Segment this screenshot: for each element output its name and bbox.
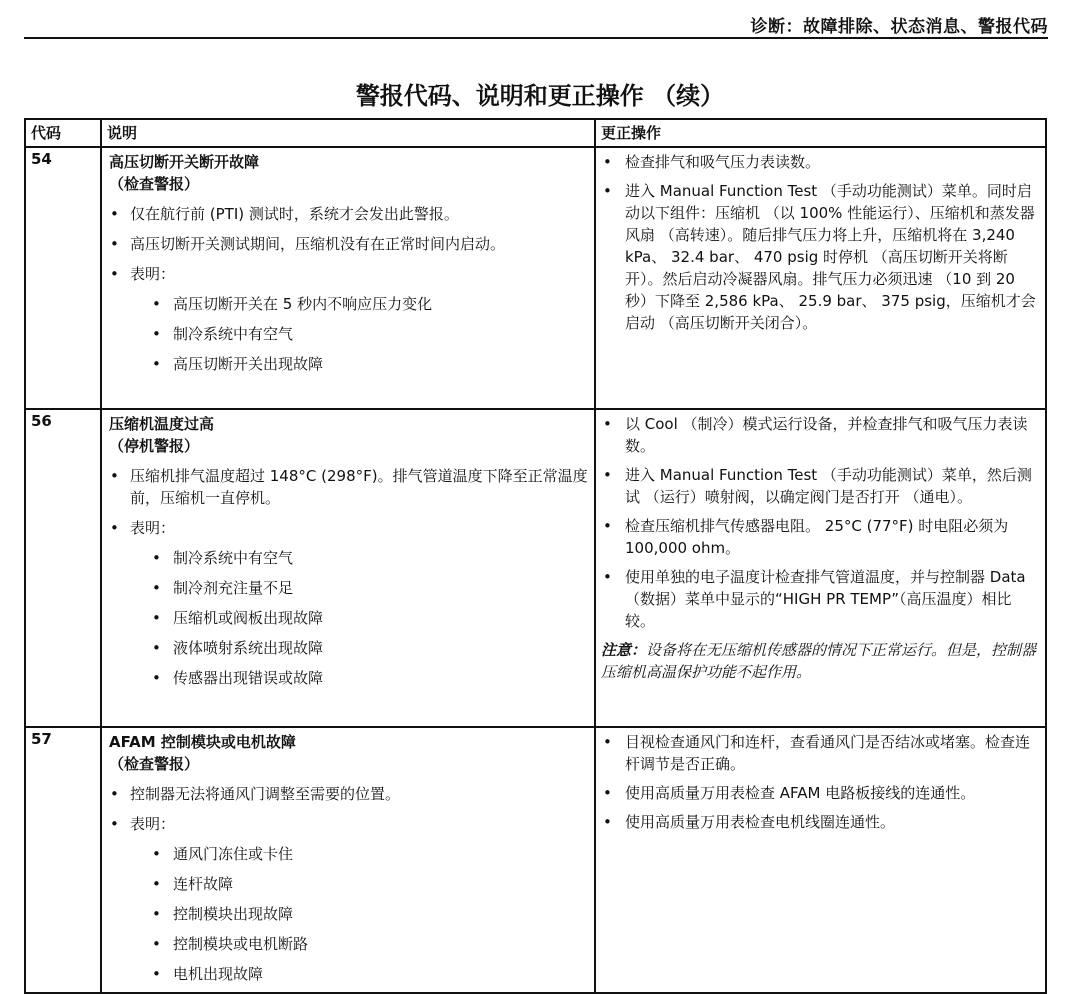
alarm-type: （检查警报） [109,175,200,193]
header-rule [24,37,1048,39]
alarm-title: 高压切断开关断开故障 [109,153,260,171]
list-item: • 以 Cool （制冷）模式运行设备，并检查排气和吸气压力表读数。 [601,413,1039,457]
list-item: • 通风门冻住或卡住 [130,843,588,865]
list-item: • 连杆故障 [130,873,588,895]
alarm-code-table [24,118,1047,994]
column-header-description: 说明 [101,119,595,147]
list-item: • 制冷系统中有空气 [130,323,588,345]
cause-list [130,843,588,985]
list-item: • 控制模块出现故障 [130,903,588,925]
list-item [109,517,588,689]
list-item: • 使用高质量万用表检查电机线圈连通性。 [601,811,1039,833]
list-item: • 制冷系统中有空气 [130,547,588,569]
action-list [601,151,1039,334]
list-item [109,813,588,985]
list-item: • 高压切断开关测试期间，压缩机没有在正常时间内启动。 [109,233,588,255]
cause-list [130,293,588,375]
corrective-actions [595,727,1046,993]
list-item: • 使用高质量万用表检查 AFAM 电路板接线的连通性。 [601,782,1039,804]
list-item: • 液体喷射系统出现故障 [130,637,588,659]
indicates-label: 表明： [130,519,176,537]
alarm-description [101,409,595,727]
list-item: • 进入 Manual Function Test （手动功能测试）菜单，然后测试 （运行）喷射阀，以确定阀门是否打开 （通电）。 [601,464,1039,508]
list-item: • 高压切断开关出现故障 [130,353,588,375]
list-item: • 高压切断开关在 5 秒内不响应压力变化 [130,293,588,315]
alarm-code: 57 [25,727,101,993]
list-item: • 控制模块或电机断路 [130,933,588,955]
running-header: 诊断：故障排除、状态消息、警报代码 [750,17,1048,37]
description-list [109,465,588,689]
table-row-alarm-57 [25,727,1046,993]
corrective-actions [595,147,1046,409]
alarm-title: 压缩机温度过高 [109,415,215,433]
alarm-code: 54 [25,147,101,409]
list-item: • 压缩机排气温度超过 148°C (298°F)。排气管道温度下降至正常温度前，压缩机一直停机。 [109,465,588,509]
column-header-code: 代码 [25,119,101,147]
action-list [601,731,1039,833]
list-item: • 电机出现故障 [130,963,588,985]
cause-list [130,547,588,689]
list-item: • 仅在航行前 (PTI) 测试时，系统才会发出此警报。 [109,203,588,225]
note [601,639,1039,683]
list-item: • 控制器无法将通风门调整至需要的位置。 [109,783,588,805]
alarm-description [101,727,595,993]
list-item: • 使用单独的电子温度计检查排气管道温度，并与控制器 Data（数据）菜单中显示的“HIGH PR TEMP”（高压温度）相比较。 [601,566,1039,632]
column-header-corrective-action: 更正操作 [595,119,1046,147]
corrective-actions [595,409,1046,727]
alarm-type: （停机警报） [109,437,200,455]
list-item [109,263,588,375]
alarm-title: AFAM 控制模块或电机故障 [109,733,296,751]
note-label: 注意： [601,641,647,659]
alarm-description [101,147,595,409]
table-row-alarm-56 [25,409,1046,727]
description-list [109,783,588,985]
list-item: • 检查压缩机排气传感器电阻。 25°C (77°F) 时电阻必须为 100,000 ohm。 [601,515,1039,559]
description-list [109,203,588,375]
alarm-type: （检查警报） [109,755,200,773]
list-item: • 传感器出现错误或故障 [130,667,588,689]
page-title: 警报代码、说明和更正操作 （续） [355,82,725,110]
note-text: 设备将在无压缩机传感器的情况下正常运行。但是，控制器压缩机高温保护功能不起作用。 [601,641,1037,681]
table-row-alarm-54 [25,147,1046,409]
list-item: • 进入 Manual Function Test （手动功能测试）菜单。同时启动以下组件：压缩机 （以 100% 性能运行）、压缩机和蒸发器风扇 （高转速）。随后排气压力将上升，压缩机将在 3,240 kPa、 32.4 bar、 470 psig 时停机 （高压切断开关将断开）。然后启动冷凝器风扇。排气压力必须迅速 （10 到 20 秒）下降至 2,586 kPa、 25.9 bar、 375 psig，压缩机才会启动 （高压切断开关闭合）。 [601,180,1039,334]
alarm-code: 56 [25,409,101,727]
list-item: • 压缩机或阀板出现故障 [130,607,588,629]
action-list [601,413,1039,632]
list-item: • 目视检查通风门和连杆，查看通风门是否结冰或堵塞。检查连杆调节是否正确。 [601,731,1039,775]
list-item: • 检查排气和吸气压力表读数。 [601,151,1039,173]
table-header-row [25,119,1046,147]
list-item: • 制冷剂充注量不足 [130,577,588,599]
indicates-label: 表明： [130,815,176,833]
indicates-label: 表明： [130,265,176,283]
